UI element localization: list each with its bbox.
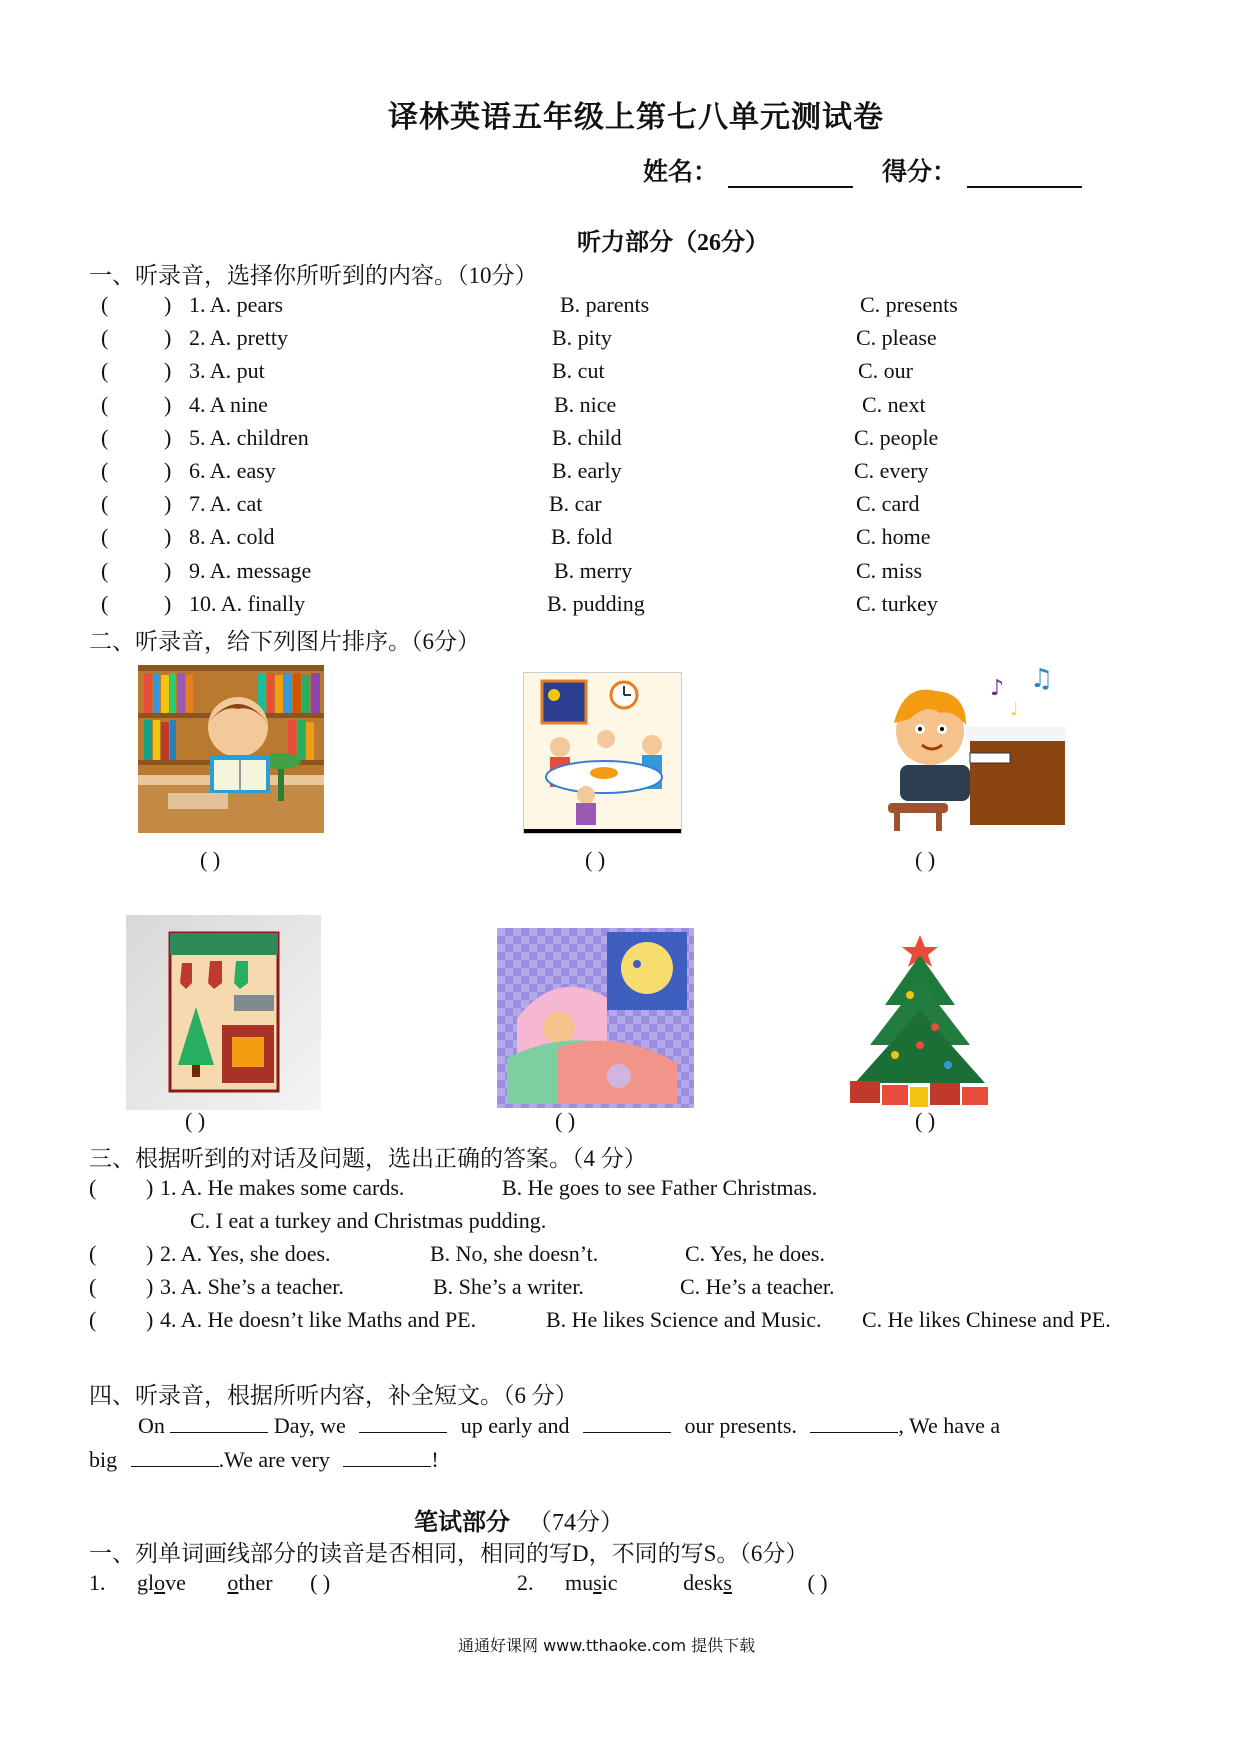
written1-q1-answer[interactable]: ( ) xyxy=(310,1570,331,1595)
part1-q4-close: ) xyxy=(164,392,172,417)
part1-q5-paren[interactable]: ( xyxy=(101,425,109,450)
blank-6[interactable] xyxy=(343,1446,431,1467)
part1-q4-option-c: C. next xyxy=(862,392,926,417)
part3-q2-paren[interactable]: ( xyxy=(89,1241,97,1266)
part4-heading: 四、听录音，根据所听内容，补全短文。（6 分） xyxy=(89,1383,578,1408)
part3-q3-b: B. She’s a writer. xyxy=(433,1274,584,1299)
part1-q7-paren[interactable]: ( xyxy=(101,491,109,516)
written1-heading: 一、列单词画线部分的读音是否相同，相同的写D，不同的写S。（6分） xyxy=(89,1541,809,1566)
written-header-title: 笔试部分 xyxy=(414,1510,510,1536)
part1-q7-option-a: 7. A. cat xyxy=(189,491,263,516)
part1-q9-option-b: B. merry xyxy=(554,558,633,583)
name-field[interactable] xyxy=(643,152,853,188)
part1-q10-option-b: B. pudding xyxy=(547,591,645,616)
part1-q6-paren[interactable]: ( xyxy=(101,458,109,483)
part1-q8-option-c: C. home xyxy=(856,524,931,549)
part3-q1-c: C. I eat a turkey and Christmas pudding. xyxy=(190,1208,547,1233)
part1-q10-option-a: 10. A. finally xyxy=(189,591,306,616)
part1-q9-option-c: C. miss xyxy=(856,558,923,583)
picture4-answer[interactable]: ( ) xyxy=(185,1108,206,1133)
footer-text: 通通好课网 www.tthaoke.com 提供下载 xyxy=(458,1636,756,1655)
part1-q4-paren[interactable]: ( xyxy=(101,392,109,417)
part1-heading: 一、听录音，选择你所听到的内容。（10分） xyxy=(89,263,538,288)
part4-line1: On Day, we up early and our presents. , We have a xyxy=(138,1413,1001,1438)
part1-q4-option-b: B. nice xyxy=(554,392,617,417)
picture3-answer[interactable]: ( ) xyxy=(915,847,936,872)
part3-q4-close: ) xyxy=(146,1307,154,1332)
part3-q2-c: C. Yes, he does. xyxy=(685,1241,825,1266)
written-header-score: （74分） xyxy=(528,1510,624,1536)
part1-q8-paren[interactable]: ( xyxy=(101,524,109,549)
part1-q2-option-b: B. pity xyxy=(552,325,612,350)
part3-q4-a: 4. A. He doesn’t like Maths and PE. xyxy=(160,1307,477,1332)
blank-3[interactable] xyxy=(583,1412,671,1433)
part1-q5-close: ) xyxy=(164,425,172,450)
part1-q1-option-c: C. presents xyxy=(860,292,958,317)
part1-q6-option-b: B. early xyxy=(552,458,622,483)
part3-q2-b: B. No, she doesn’t. xyxy=(430,1241,599,1266)
part3-q4-paren[interactable]: ( xyxy=(89,1307,97,1332)
part3-q1-close: ) xyxy=(146,1175,154,1200)
part1-q3-option-c: C. our xyxy=(858,358,913,383)
picture5-answer[interactable]: ( ) xyxy=(555,1108,576,1133)
part1-q1-paren[interactable]: ( xyxy=(101,292,109,317)
listening-header: 听力部分（26分） xyxy=(577,230,769,256)
part3-q2-close: ) xyxy=(146,1241,154,1266)
written1-q2: 2. music desks ( ) xyxy=(517,1570,828,1595)
part1-q7-option-c: C. card xyxy=(856,491,920,516)
blank-5[interactable] xyxy=(131,1446,219,1467)
part3-q4-b: B. He likes Science and Music. xyxy=(546,1307,822,1332)
part1-q3-close: ) xyxy=(164,358,172,383)
score-blank[interactable] xyxy=(967,162,1082,188)
part1-q10-paren[interactable]: ( xyxy=(101,591,109,616)
part1-q9-paren[interactable]: ( xyxy=(101,558,109,583)
score-field[interactable] xyxy=(882,152,1082,188)
picture6-answer[interactable]: ( ) xyxy=(915,1108,936,1133)
svg-text:♪: ♪ xyxy=(990,676,1005,701)
part1-q2-paren[interactable]: ( xyxy=(101,325,109,350)
part1-q3-option-a: 3. A. put xyxy=(189,358,265,383)
part1-q8-option-b: B. fold xyxy=(551,524,613,549)
part1-q1-option-b: B. parents xyxy=(560,292,650,317)
part1-q2-close: ) xyxy=(164,325,172,350)
part1-q6-close: ) xyxy=(164,458,172,483)
christmas-card-icon xyxy=(126,915,321,1110)
part1-q10-close: ) xyxy=(164,591,172,616)
christmas-tree-icon xyxy=(830,935,1010,1110)
picture2-answer[interactable]: ( ) xyxy=(585,847,606,872)
part1-q9-option-a: 9. A. message xyxy=(189,558,312,583)
part1-q5-option-b: B. child xyxy=(552,425,622,450)
part1-q2-option-c: C. please xyxy=(856,325,937,350)
part2-heading: 二、听录音，给下列图片排序。（6分） xyxy=(89,629,480,654)
page-title: 译林英语五年级上第七八单元测试卷 xyxy=(388,101,884,134)
family-dinner-icon xyxy=(523,672,682,834)
part3-q3-paren[interactable]: ( xyxy=(89,1274,97,1299)
part1-q3-paren[interactable]: ( xyxy=(101,358,109,383)
part3-q2-a: 2. A. Yes, she does. xyxy=(160,1241,331,1266)
part1-q7-option-b: B. car xyxy=(549,491,602,516)
part1-q5-option-a: 5. A. children xyxy=(189,425,309,450)
part3-q1-a: 1. A. He makes some cards. xyxy=(160,1175,405,1200)
svg-text:♫: ♫ xyxy=(1030,665,1054,694)
part1-q4-option-a: 4. A nine xyxy=(189,392,268,417)
blank-4[interactable] xyxy=(810,1412,898,1433)
part3-q3-c: C. He’s a teacher. xyxy=(680,1274,835,1299)
boy-reading-icon xyxy=(138,665,324,833)
name-blank[interactable] xyxy=(728,162,853,188)
part1-q1-close: ) xyxy=(164,292,172,317)
part1-q9-close: ) xyxy=(164,558,172,583)
part3-q4-c: C. He likes Chinese and PE. xyxy=(862,1307,1111,1332)
written1-q2-answer[interactable]: ( ) xyxy=(807,1570,828,1595)
picture1-answer[interactable]: ( ) xyxy=(200,847,221,872)
written-header xyxy=(414,1502,624,1537)
part1-q5-option-c: C. people xyxy=(854,425,939,450)
name-label: 姓名： xyxy=(643,159,719,186)
part3-q1-paren[interactable]: ( xyxy=(89,1175,97,1200)
boy-piano-icon xyxy=(870,665,1070,835)
blank-1[interactable] xyxy=(170,1412,268,1433)
part3-q1-b: B. He goes to see Father Christmas. xyxy=(502,1175,818,1200)
part4-line2: big .We are very ! xyxy=(89,1447,439,1472)
part3-q3-a: 3. A. She’s a teacher. xyxy=(160,1274,344,1299)
part1-q10-option-c: C. turkey xyxy=(856,591,938,616)
part1-q8-option-a: 8. A. cold xyxy=(189,524,275,549)
part1-q2-option-a: 2. A. pretty xyxy=(189,325,288,350)
part1-q8-close: ) xyxy=(164,524,172,549)
written1-q1: 1. glove other ( ) xyxy=(89,1570,331,1595)
part1-q6-option-c: C. every xyxy=(854,458,929,483)
svg-text:♩: ♩ xyxy=(1010,699,1019,720)
child-sleeping-icon xyxy=(497,928,694,1108)
part3-heading: 三、根据听到的对话及问题，选出正确的答案。（4 分） xyxy=(89,1146,647,1171)
part1-q1-option-a: 1. A. pears xyxy=(189,292,284,317)
part1-q7-close: ) xyxy=(164,491,172,516)
score-label: 得分： xyxy=(882,159,958,186)
part1-q3-option-b: B. cut xyxy=(552,358,605,383)
part3-q3-close: ) xyxy=(146,1274,154,1299)
part1-q6-option-a: 6. A. easy xyxy=(189,458,276,483)
blank-2[interactable] xyxy=(359,1412,447,1433)
